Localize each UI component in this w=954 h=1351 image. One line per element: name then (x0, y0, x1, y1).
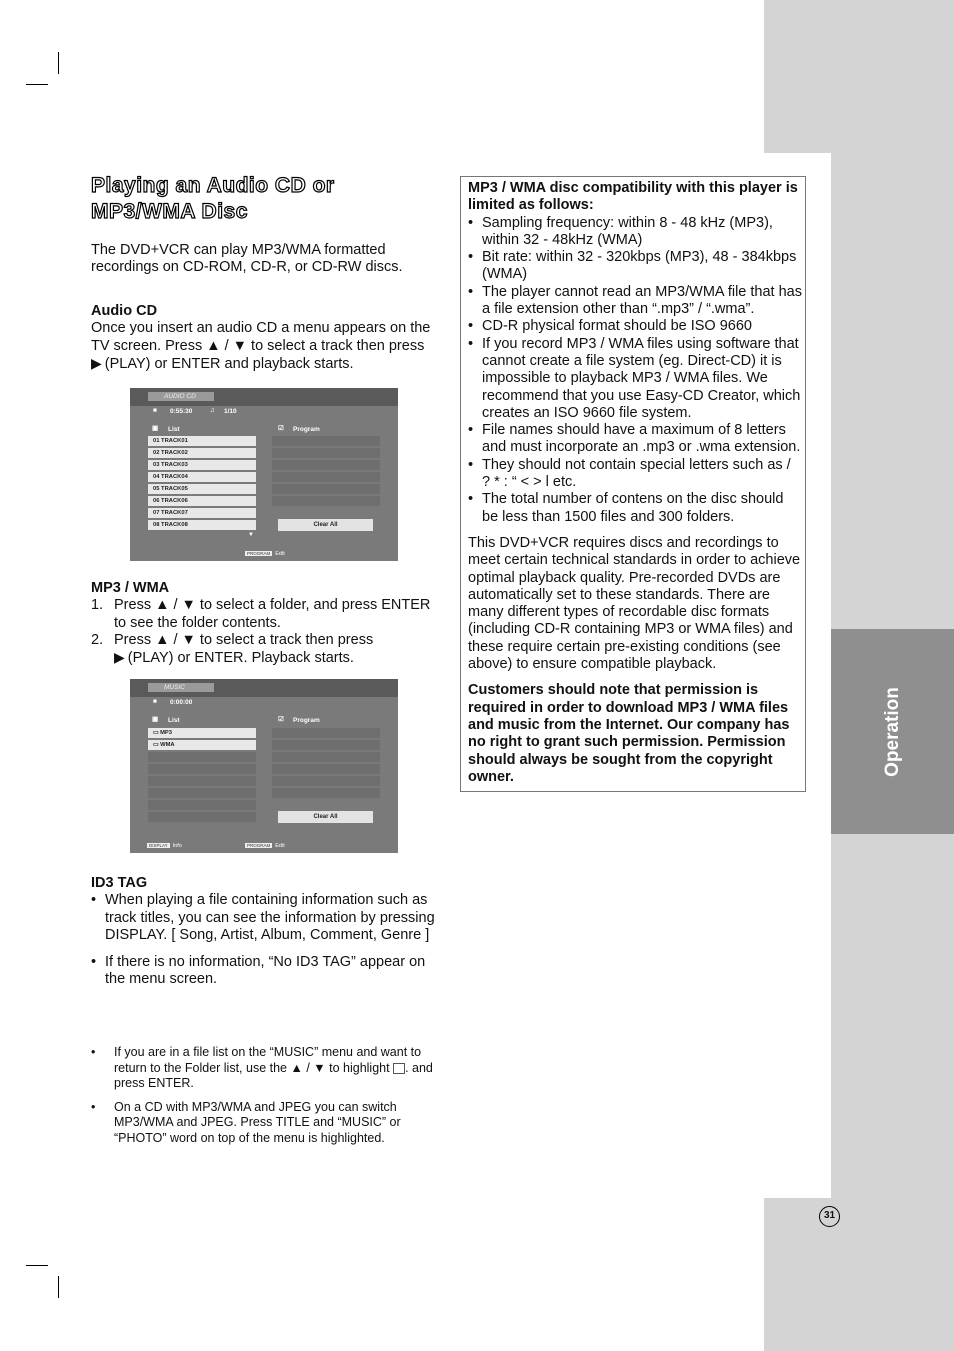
program-label: Program (293, 717, 320, 724)
compat-bullet-text: The total number of contens on the disc should be less than 1500 files and 300 folders. (482, 491, 784, 525)
mp3-wma-section (91, 580, 441, 667)
footer-info-label: Info (172, 843, 182, 849)
audio-cd-text-b: (PLAY) or ENTER and playback starts. (104, 355, 354, 372)
footer-edit-label: Edit (275, 551, 285, 557)
audio-cd-section (91, 303, 441, 373)
program-row (272, 752, 380, 762)
screen-tab: MUSIC (148, 683, 214, 692)
track-row[interactable]: 05 TRACK05 (148, 484, 256, 494)
program-row (272, 436, 380, 446)
program-icon: ☑ (278, 716, 284, 723)
compat-bullet: • Sampling frequency: within 8 - 48 kHz (MP3), within 32 - 48kHz (WMA) (468, 215, 802, 250)
program-row (272, 728, 380, 738)
track-row[interactable]: 08 TRACK08 (148, 520, 256, 530)
step-1 (91, 597, 441, 632)
screen-footer (245, 551, 285, 557)
compat-bullet-text: File names should have a maximum of 8 letters and must incorporate an .mp3 or .wma extension. (482, 422, 801, 456)
folder-row[interactable] (148, 728, 256, 738)
clear-all-button[interactable]: Clear All (278, 519, 373, 531)
id3-bullet: • If there is no information, “No ID3 TAG” appear on the menu screen. (91, 954, 441, 989)
empty-row (148, 800, 256, 810)
id3-section (91, 875, 441, 989)
list-label: List (168, 717, 180, 724)
note-text-b: and press ENTER. (114, 1060, 433, 1090)
program-key: PROGRAM (247, 843, 271, 848)
screen-footer-edit (245, 843, 285, 849)
empty-row (148, 812, 256, 822)
clear-all-button[interactable]: Clear All (278, 811, 373, 823)
folder-icon: ▭ (153, 742, 161, 748)
list-icon: ▣ (152, 716, 159, 723)
program-row (272, 776, 380, 786)
play-icon: ▶ (91, 354, 99, 371)
empty-row (148, 752, 256, 762)
audio-cd-text-a: Once you insert an audio CD a menu appears on the TV screen. Press ▲ / ▼ to select a track then press (91, 320, 431, 354)
track-row[interactable]: 02 TRACK02 (148, 448, 256, 458)
elapsed-time: 0:55:30 (170, 408, 193, 415)
folder-icon: ▭ (153, 730, 161, 736)
id3-heading: ID3 TAG (91, 875, 148, 891)
step-number: 1. (91, 597, 104, 614)
section-tab (831, 629, 954, 834)
note-text: On a CD with MP3/WMA and JPEG you can switch MP3/WMA and JPEG. Press TITLE and “MUSIC” or “PHOTO” word on top of the menu is highlighted. (114, 1099, 401, 1145)
crop-mark (58, 1276, 59, 1298)
note-item: • On a CD with MP3/WMA and JPEG you can switch MP3/WMA and JPEG. Press TITLE and “MUSIC” or “PHOTO” word on top of the menu is highlighted. (91, 1100, 441, 1147)
notes-section (91, 1045, 441, 1146)
folder-name: WMA (160, 742, 175, 748)
compatibility-box (460, 176, 806, 792)
program-row (272, 472, 380, 482)
compat-bullet: • They should not contain special letters such as / ? * : “ < > l etc. (468, 457, 802, 492)
compat-bullet: • Bit rate: within 32 - 320kbps (MP3), 48 - 384kbps (WMA) (468, 249, 802, 284)
compat-bullet-text: They should not contain special letters such as / ? * : “ < > l etc. (482, 456, 791, 491)
compatibility-heading: MP3 / WMA disc compatibility with this player is limited as follows: (468, 180, 798, 214)
standards-paragraph: This DVD+VCR requires discs and recordings to meet certain technical standards in order to achieve optimal playback quality. Pre-recorded DVDs are automatically set to these standards. There are many different types of recordable disc formats (including CD-R containing MP3 or WMA files) and these require certain pre-existing conditions (see above) to ensure compatible playback. (468, 534, 801, 673)
id3-bullet-text: When playing a file containing information such as track titles, you can see the information by pressing DISPLAY. [ Song, Artist, Album, Comment, Genre ] (105, 892, 435, 943)
screen-tab: AUDIO CD (148, 392, 214, 401)
compat-bullet-text: The player cannot read an MP3/WMA file that has a file extension other than “.mp3” / “.wma”. (482, 283, 802, 318)
note-icon: ♫ (210, 407, 215, 414)
audio-cd-menu-screen (130, 388, 398, 561)
stop-icon: ■ (153, 407, 157, 414)
compatibility-content (468, 180, 802, 786)
empty-row (148, 776, 256, 786)
footer-edit-label: Edit (275, 843, 285, 849)
id3-bullet: • When playing a file containing information such as track titles, you can see the information by pressing DISPLAY. [ Song, Artist, Album, Comment, Genre ] (91, 892, 441, 944)
empty-row (148, 764, 256, 774)
play-icon: ▶ (114, 649, 122, 666)
page-title: Playing an Audio CD or MP3/WMA Disc (91, 174, 335, 223)
program-row (272, 460, 380, 470)
program-row (272, 496, 380, 506)
compat-bullet-text: If you record MP3 / WMA files using software that cannot create a file system (eg. Direct-CD) it is impossible to playback MP3 / WMA files. We recommend that you use Easy-CD Creator, which creates an ISO 9660 file system. (482, 335, 801, 421)
program-row (272, 484, 380, 494)
compat-bullet: • CD-R physical format should be ISO 9660 (468, 318, 752, 335)
compat-bullet-text: CD-R physical format should be ISO 9660 (482, 318, 752, 335)
track-row[interactable]: 03 TRACK03 (148, 460, 256, 470)
program-row (272, 788, 380, 798)
stop-icon: ■ (153, 698, 157, 705)
step-2-text (114, 632, 373, 668)
step-2 (91, 632, 441, 668)
display-key: DISPLAY (149, 843, 168, 848)
step-number: 2. (91, 631, 104, 648)
track-row[interactable]: 07 TRACK07 (148, 508, 256, 518)
compat-bullet-text: Sampling frequency: within 8 - 48 kHz (MP3), within 32 - 48kHz (WMA) (482, 214, 773, 248)
scroll-down-icon: ▼ (248, 532, 254, 538)
note-text-a: If you are in a file list on the “MUSIC” menu and want to return to the Folder list, use the ▲ / ▼ to highlight (114, 1045, 422, 1075)
elapsed-time: 0:00:00 (170, 699, 193, 706)
track-counter: 1/10 (224, 408, 237, 415)
compat-bullet: • File names should have a maximum of 8 letters and must incorporate an .mp3 or .wma extension. (468, 422, 801, 456)
list-icon: ▣ (152, 425, 159, 432)
program-icon: ☑ (278, 425, 284, 432)
folder-name: MP3 (160, 730, 173, 736)
crop-mark (26, 84, 48, 85)
step-2-text-b: (PLAY) or ENTER. Playback starts. (127, 650, 354, 667)
compat-bullet: • If you record MP3 / WMA files using software that cannot create a file system (eg. Direct-CD) it is impossible to playback MP3 / WMA files. We recommend that you use Easy-CD Creator, which creates an ISO 9660 file system. (468, 335, 801, 421)
id3-bullet-text: If there is no information, “No ID3 TAG” appear on the menu screen. (105, 954, 426, 988)
crop-mark (26, 1265, 48, 1266)
permission-warning: Customers should note that permission is required in order to download MP3 / WMA files and music from the Internet. Our company has no right to grant such permission. Permission should always be sought from the copyright owner. (468, 682, 790, 785)
track-row[interactable]: 01 TRACK01 (148, 436, 256, 446)
section-tab-label: Operation (881, 686, 903, 777)
track-row[interactable]: 06 TRACK06 (148, 496, 256, 506)
track-row[interactable]: 04 TRACK04 (148, 472, 256, 482)
note-item: • If you are in a file list on the “MUSIC” menu and want to return to the Folder list, use the ▲ / ▼ to highlight . and press ENTER. (91, 1045, 441, 1092)
step-2-text-a: Press ▲ / ▼ to select a track then press (114, 631, 374, 648)
folder-up-icon (393, 1063, 405, 1074)
compat-bullet: • The player cannot read an MP3/WMA file that has a file extension other than “.mp3” / “.wma”. (468, 283, 802, 318)
compat-bullet: • The total number of contens on the disc should be less than 1500 files and 300 folders. (468, 491, 802, 526)
music-menu-screen (130, 679, 398, 853)
crop-mark (58, 52, 59, 74)
mp3-wma-heading: MP3 / WMA (91, 580, 170, 596)
program-label: Program (293, 426, 320, 433)
note-text: If you are in a file list on the “MUSIC” menu and want to return to the Folder list, use the ▲ / ▼ to highlight . and press ENTER. (114, 1045, 433, 1090)
page-number: 31 (819, 1206, 840, 1227)
intro-paragraph: The DVD+VCR can play MP3/WMA formatted recordings on CD-ROM, CD-R, or CD-RW discs. (91, 242, 403, 276)
program-row (272, 448, 380, 458)
program-row (272, 740, 380, 750)
compat-bullet-text: Bit rate: within 32 - 320kbps (MP3), 48 - 384kbps (WMA) (482, 249, 797, 283)
empty-row (148, 788, 256, 798)
step-1-text: Press ▲ / ▼ to select a folder, and press ENTER to see the folder contents. (114, 597, 431, 631)
folder-row[interactable] (148, 740, 256, 750)
list-label: List (168, 426, 180, 433)
screen-footer-info (147, 843, 182, 849)
audio-cd-text (91, 320, 441, 373)
program-key: PROGRAM (247, 551, 271, 556)
program-row (272, 764, 380, 774)
audio-cd-heading: Audio CD (91, 303, 158, 319)
